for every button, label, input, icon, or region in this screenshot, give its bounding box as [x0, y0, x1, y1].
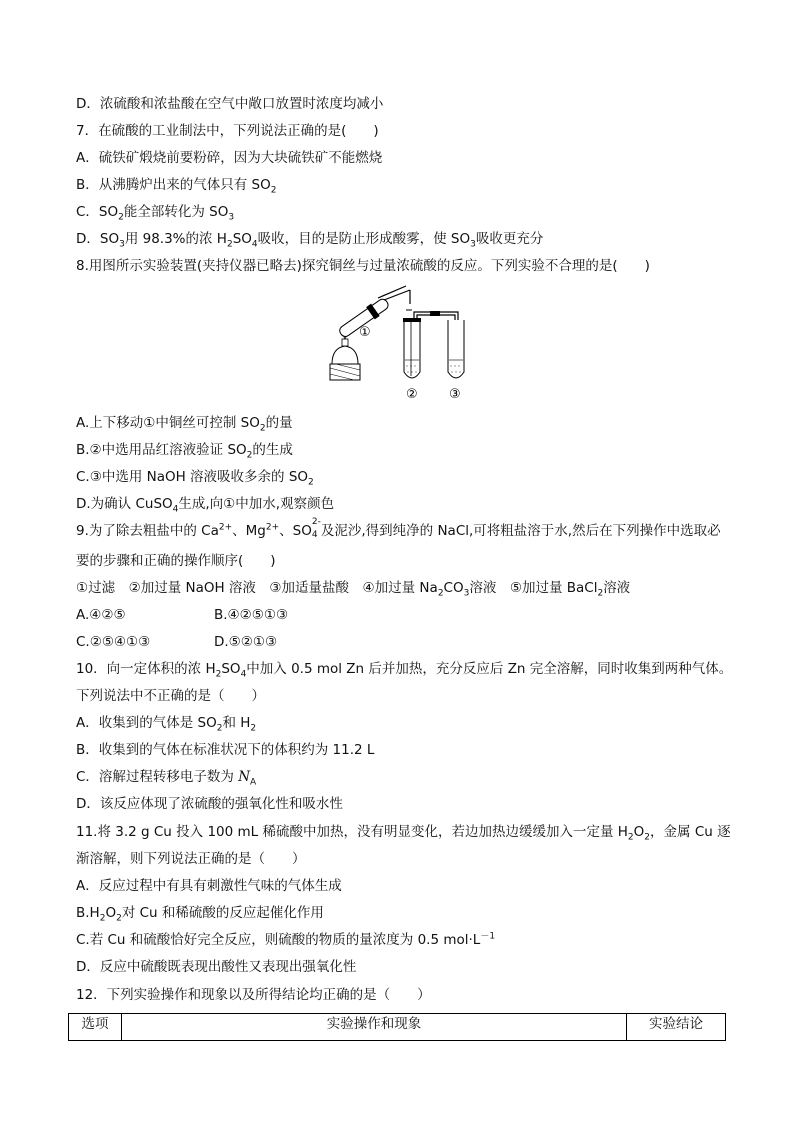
q9-option-b: B.④②⑤①③: [214, 607, 289, 623]
label-1: ①: [359, 325, 371, 340]
q11-stem-cont: 渐溶解，则下列说法正确的是（ ）: [76, 851, 306, 867]
q8-option-c: C.③中选用 NaOH 溶液吸收多余的 $SO_2$: [76, 469, 314, 488]
q6-option-d: D．浓硫酸和浓盐酸在空气中敞口放置时浓度均减小: [76, 96, 384, 112]
q10-option-b: B．收集到的气体在标准状况下的体积约为 11.2 L: [76, 742, 375, 758]
q11-option-d: D．反应中硫酸既表现出酸性又表现出强氧化性: [76, 959, 357, 975]
q7-stem: 7．在硫酸的工业制法中，下列说法正确的是( ): [76, 123, 379, 139]
q8-stem: 8.用图所示实验装置(夹持仪器已略去)探究铜丝与过量浓硫酸的反应。下列实验不合理的是( ): [76, 258, 650, 274]
q7-option-d: D．$SO_3$用 98.3%的浓 $H_2SO_4$吸收，目的是防止形成酸雾，使 $SO_3$吸收更充分: [76, 231, 544, 250]
q10-option-c: C．溶解过程转移电子数为 $N_A$: [76, 769, 257, 788]
q9-stem: 9.为了除去粗盐中的 $Ca^{2+}$、$Mg^{2+}$、SO 2- 4 及泥沙,得到纯净的 NaCl,可将粗盐溶于水,然后在下列操作中选取必: [76, 517, 721, 540]
q8-option-d: D.为确认 CuSO$_4$生成,向①中加水,观察颜色: [76, 496, 335, 515]
q10-stem-cont: 下列说法中不正确的是（ ）: [76, 688, 265, 704]
test-tube-3: [448, 320, 464, 378]
table-header-procedure: 实验操作和现象: [122, 1014, 627, 1041]
q7-option-a: A．硫铁矿煅烧前要粉碎，因为大块硫铁矿不能燃烧: [76, 150, 383, 166]
q9-stem-cont: 要的步骤和正确的操作顺序( ): [76, 553, 276, 569]
q9-option-a: A.④②⑤: [76, 607, 126, 623]
q9-options-row2: [76, 633, 277, 651]
table-header-row: [69, 1014, 726, 1041]
q12-stem: 12．下列实验操作和现象以及所得结论均正确的是（ ）: [76, 987, 431, 1003]
q9-option-c: C.②⑤④①③: [76, 634, 151, 650]
q11-option-b: $B.H_2O_2$对 Cu 和稀硫酸的反应起催化作用: [76, 905, 324, 924]
q10-option-d: D．该反应体现了浓硫酸的强氧化性和吸水性: [76, 796, 343, 812]
apparatus-figure: [326, 284, 476, 402]
q12-table: [68, 1013, 726, 1041]
q8-option-a: A.上下移动①中铜丝可控制 $SO_2$的量: [76, 415, 293, 434]
q8-option-b: B.②中选用品红溶液验证 $SO_2$的生成: [76, 442, 293, 461]
q10-stem: 10．向一定体积的浓 $H_2SO_4$中加入 0.5 mol Zn 后并加热，充分反应后 Zn 完全溶解，同时收集到两种气体。: [76, 661, 733, 680]
q9-operations: ①过滤 ②加过量 NaOH 溶液 ③加适量盐酸 ④加过量 $Na_2CO_3$溶液 ⑤加过量 BaCl$_2$溶液: [76, 580, 631, 599]
alcohol-lamp: [332, 346, 358, 364]
q7-option-c: C．$SO_2$能全部转化为 $SO_3$: [76, 204, 235, 223]
table-header-conclusion: 实验结论: [627, 1014, 726, 1041]
test-tube-2: [403, 318, 421, 378]
label-2: ②: [406, 387, 418, 402]
q11-option-a: A．反应过程中有具有刺激性气味的气体生成: [76, 878, 342, 894]
q11-option-c: C.若 Cu 和硫酸恰好完全反应，则硫酸的物质的量浓度为 0.5 $mol\cdot L^{-1}$: [76, 931, 496, 948]
q10-option-a: A．收集到的气体是 $SO_2$和 $H_2$: [76, 715, 257, 734]
q7-option-b: B．从沸腾炉出来的气体只有 $SO_2$: [76, 177, 277, 196]
label-3: ③: [449, 387, 461, 402]
q11-stem: 11.将 3.2 g Cu 投入 100 mL 稀硫酸中加热，没有明显变化，若边加热边缓缓加入一定量 $H_2O_2$，金属 Cu 逐: [76, 824, 731, 843]
q9-option-d: D.⑤②①③: [214, 634, 278, 650]
table-header-option: 选项: [69, 1014, 122, 1041]
q9-options-row1: [76, 606, 288, 624]
